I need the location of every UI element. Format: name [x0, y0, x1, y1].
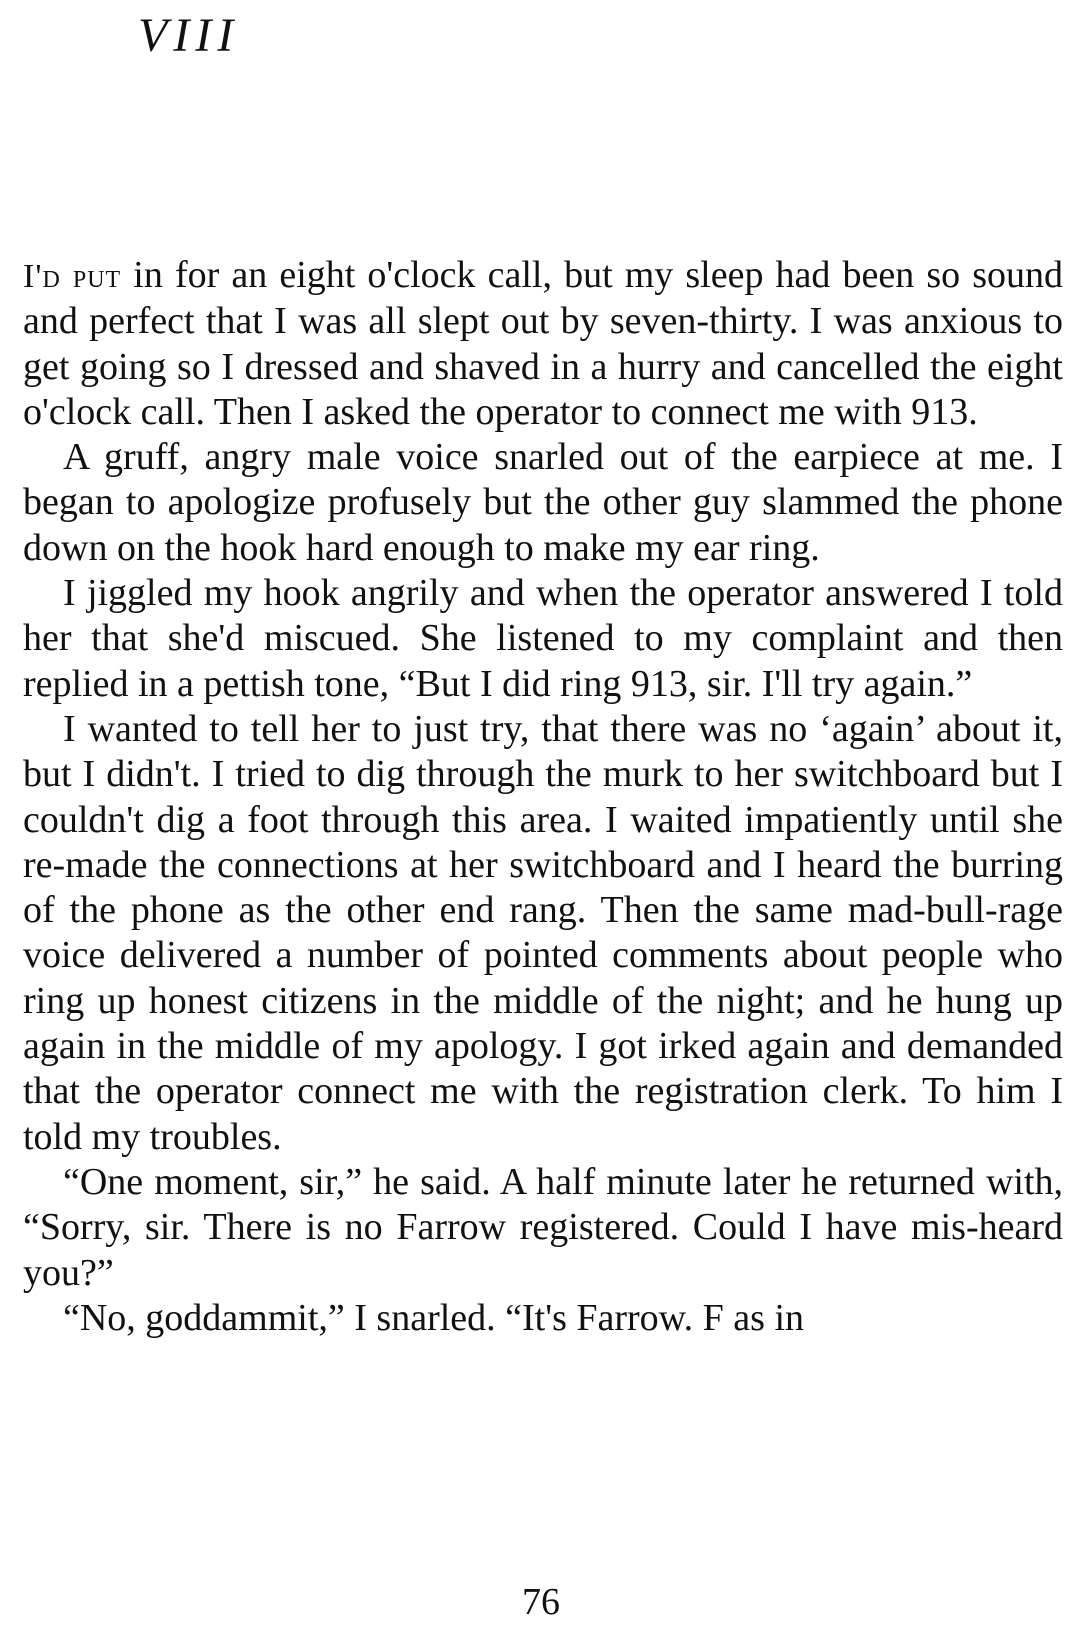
paragraph: I wanted to tell her to just try, that there was no ‘again’ about it, but I didn't. I tried to dig through the murk to her switchboard but I couldn't dig a foot through this area. I waited impatiently until she re-made the connections at her switchboard and I heard the burring of the phone as the other end rang. Then the same mad-bull-rage voice delivered a number of pointed comments about people who ring up honest citizens in the middle of the night; and he hung up again in the middle of my apology. I got irked again and demanded that the operator connect me with the registration clerk. To him I told my troubles.	[23, 707, 1063, 1158]
paragraph: “One moment, sir,” he said. A half minute later he returned with, “Sorry, sir. There is no Farrow registered. Could I have mis-heard you?”	[23, 1160, 1063, 1294]
paragraph: A gruff, angry male voice snarled out of the earpiece at me. I began to apologize profusely but the other guy slammed the phone down on the hook hard enough to make my ear ring.	[23, 436, 1063, 569]
paragraph: “No, goddammit,” I snarled. “It's Farrow. F as in	[63, 1296, 804, 1339]
paragraph: I jiggled my hook angrily and when the operator answered I told her that she'd miscued. She listened to my complaint and then replied in a pettish tone, “But I did ring 913, sir. I'll try again.”	[23, 572, 1063, 705]
paragraph-text: in for an eight o'clock call, but my sleep had been so sound and perfect that I was all slept out by seven-thirty. I was anxious to get going so I dressed and shaved in a hurry and cancelled the eight o'clock call. Then I asked the operator to connect me with 913.	[23, 254, 1063, 433]
body-text	[23, 253, 1063, 1341]
page-number: 76	[522, 1581, 560, 1623]
opening-small-caps: I'd put	[23, 258, 122, 295]
paragraph	[23, 253, 1063, 435]
chapter-heading: VIII	[138, 9, 240, 62]
